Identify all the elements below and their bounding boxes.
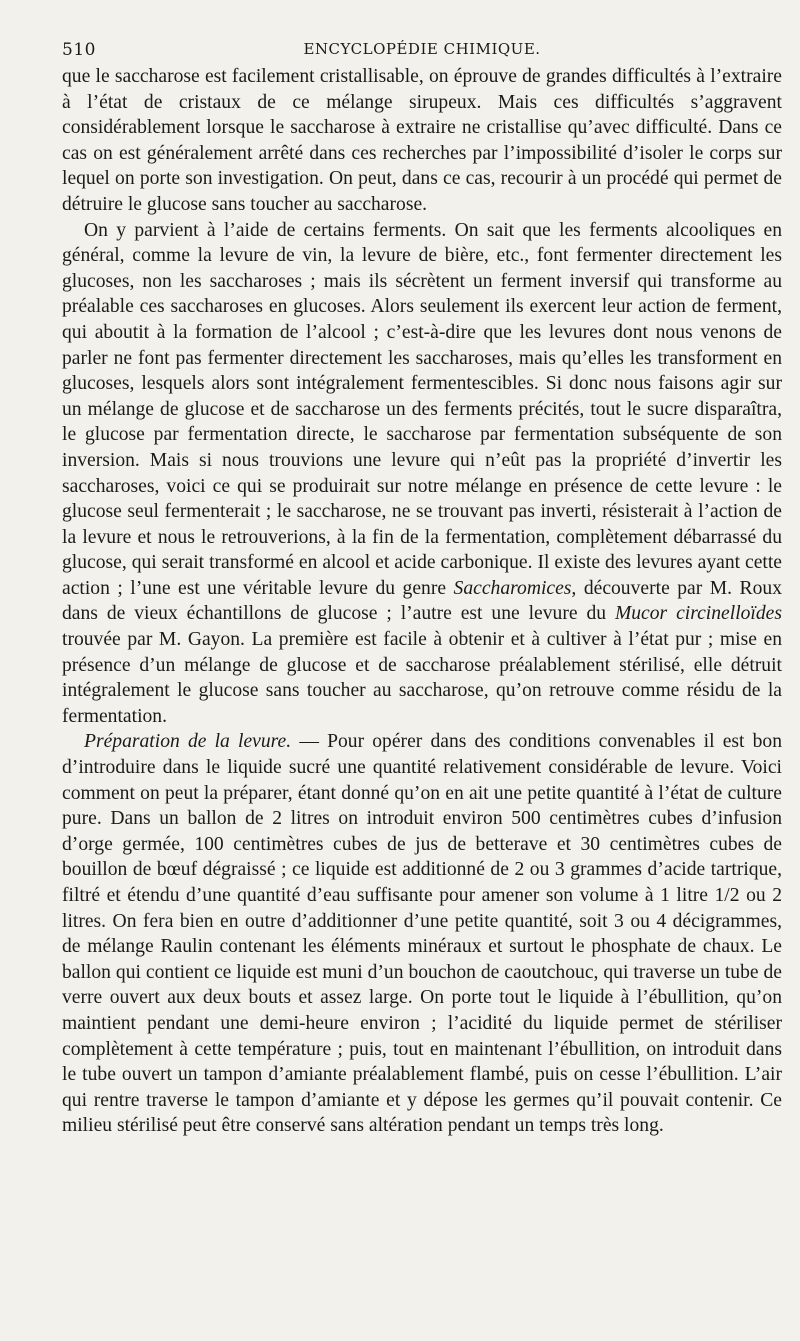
genus-saccharomices: Saccharomices, — [453, 577, 577, 599]
section-title: Préparation de la levure. — [84, 731, 292, 753]
paragraph-2-part-3: trouvée par M. Gayon. La première est facile à obtenir et à cultiver à l’état pur ; mise en présence d’un mélange de glucose et de saccharose préalablement stérilisé, elle détruit intégralement le glucose sans toucher au saccharose, qu’on retrouve comme résidu de la fermentation. — [62, 629, 782, 727]
section-paragraph — [62, 729, 782, 1139]
paragraph-1: que le saccharose est facilement cristallisable, on éprouve de grandes difficultés à l’extraire à l’état de cristaux de ce mélange sirupeux. Mais ces difficultés s’aggravent considérablement lorsque le saccharose à extraire ne cristallise qu’avec difficulté. Dans ce cas on est généralement arrêté dans ces recherches par l’impossibilité d’isoler le corps sur lequel on porte son investigation. On peut, dans ce cas, recourir à un procédé qui permet de détruire le glucose sans toucher au saccharose. — [62, 66, 782, 215]
page-number: 510 — [62, 40, 96, 60]
running-title: ENCYCLOPÉDIE CHIMIQUE. — [303, 40, 541, 58]
body-text — [62, 64, 782, 1139]
species-mucor: Mucor circinelloïdes — [614, 603, 782, 625]
paragraph-2-part-2: découverte par M. Roux dans de vieux échantillons de glucose ; l’autre est une levure du — [62, 577, 782, 625]
paragraph-2 — [62, 218, 782, 730]
page-header — [62, 34, 782, 64]
paragraph-2-part-1: On y parvient à l’aide de certains ferments. On sait que les ferments alcooliques en général, comme la levure de vin, la levure de bière, etc., font fermenter directement les glucoses, non les saccharoses ; mais ils sécrètent un ferment inversif qui transforme au préalable ces saccharoses en glucoses. Alors seulement ils exercent leur action de ferment, qui aboutit à la formation de l’alcool ; c’est-à-dire que les levures dont nous venons de parler ne font pas fermenter directement les saccharoses, mais qu’elles les transforment en glucoses, lesquels alors sont intégralement fermentescibles. Si donc nous faisons agir sur un mélange de glucose et de saccharose un des ferments précités, tout le sucre disparaîtra, le glucose par fermentation directe, le saccharose par fermentation subséquente de son inversion. Mais si nous trouvions une levure qui n’eût pas la propriété d’invertir les saccharoses, voici ce qui se produirait sur notre mélange en présence de cette levure : le glucose seul fermenterait ; le saccharose, ne se trouvant pas inverti, résisterait à l’action de la levure et nous le retrouverions, à la fin de la fermentation, complètement débarrassé du glucose, qui serait transformé en alcool et acide carbonique. Il existe des levures ayant cette action ; l’une est une véritable levure du genre — [62, 219, 782, 599]
section-text: — Pour opérer dans des conditions convenables il est bon d’introduire dans le liquide sucré une quantité relativement considérable de levure. Voici comment on peut la préparer, étant donné qu’on en ait une petite quantité à l’état de culture pure. Dans un ballon de 2 litres on introduit environ 500 centimètres cubes d’infusion d’orge germée, 100 centimètres cubes de jus de betterave et 30 centimètres cubes de bouillon de bœuf dégraissé ; ce liquide est additionné de 2 ou 3 grammes d’acide tartrique, filtré et étendu d’une quantité d’eau suffisante pour amener son volume à 1 litre 1/2 ou 2 litres. On fera bien en outre d’additionner d’une petite quantité, soit 3 ou 4 décigrammes, de mélange Raulin contenant les éléments minéraux et surtout le phosphate de chaux. Le ballon qui contient ce liquide est muni d’un bouchon de caoutchouc, qui traverse un tube de verre ouvert aux deux bouts et assez large. On porte tout le liquide à l’ébullition, qu’on maintient pendant une demi-heure environ ; l’acidité du liquide permet de stériliser complètement à cette température ; puis, tout en maintenant l’ébullition, on introduit dans le tube ouvert un tampon d’amiante préalablement flambé, puis on cesse l’ébullition. L’air qui rentre traverse le tampon d’amiante et y dépose les germes qu’il pouvait contenir. Ce milieu stérilisé peut être conservé sans altération pendant un temps très long. — [62, 731, 783, 1137]
